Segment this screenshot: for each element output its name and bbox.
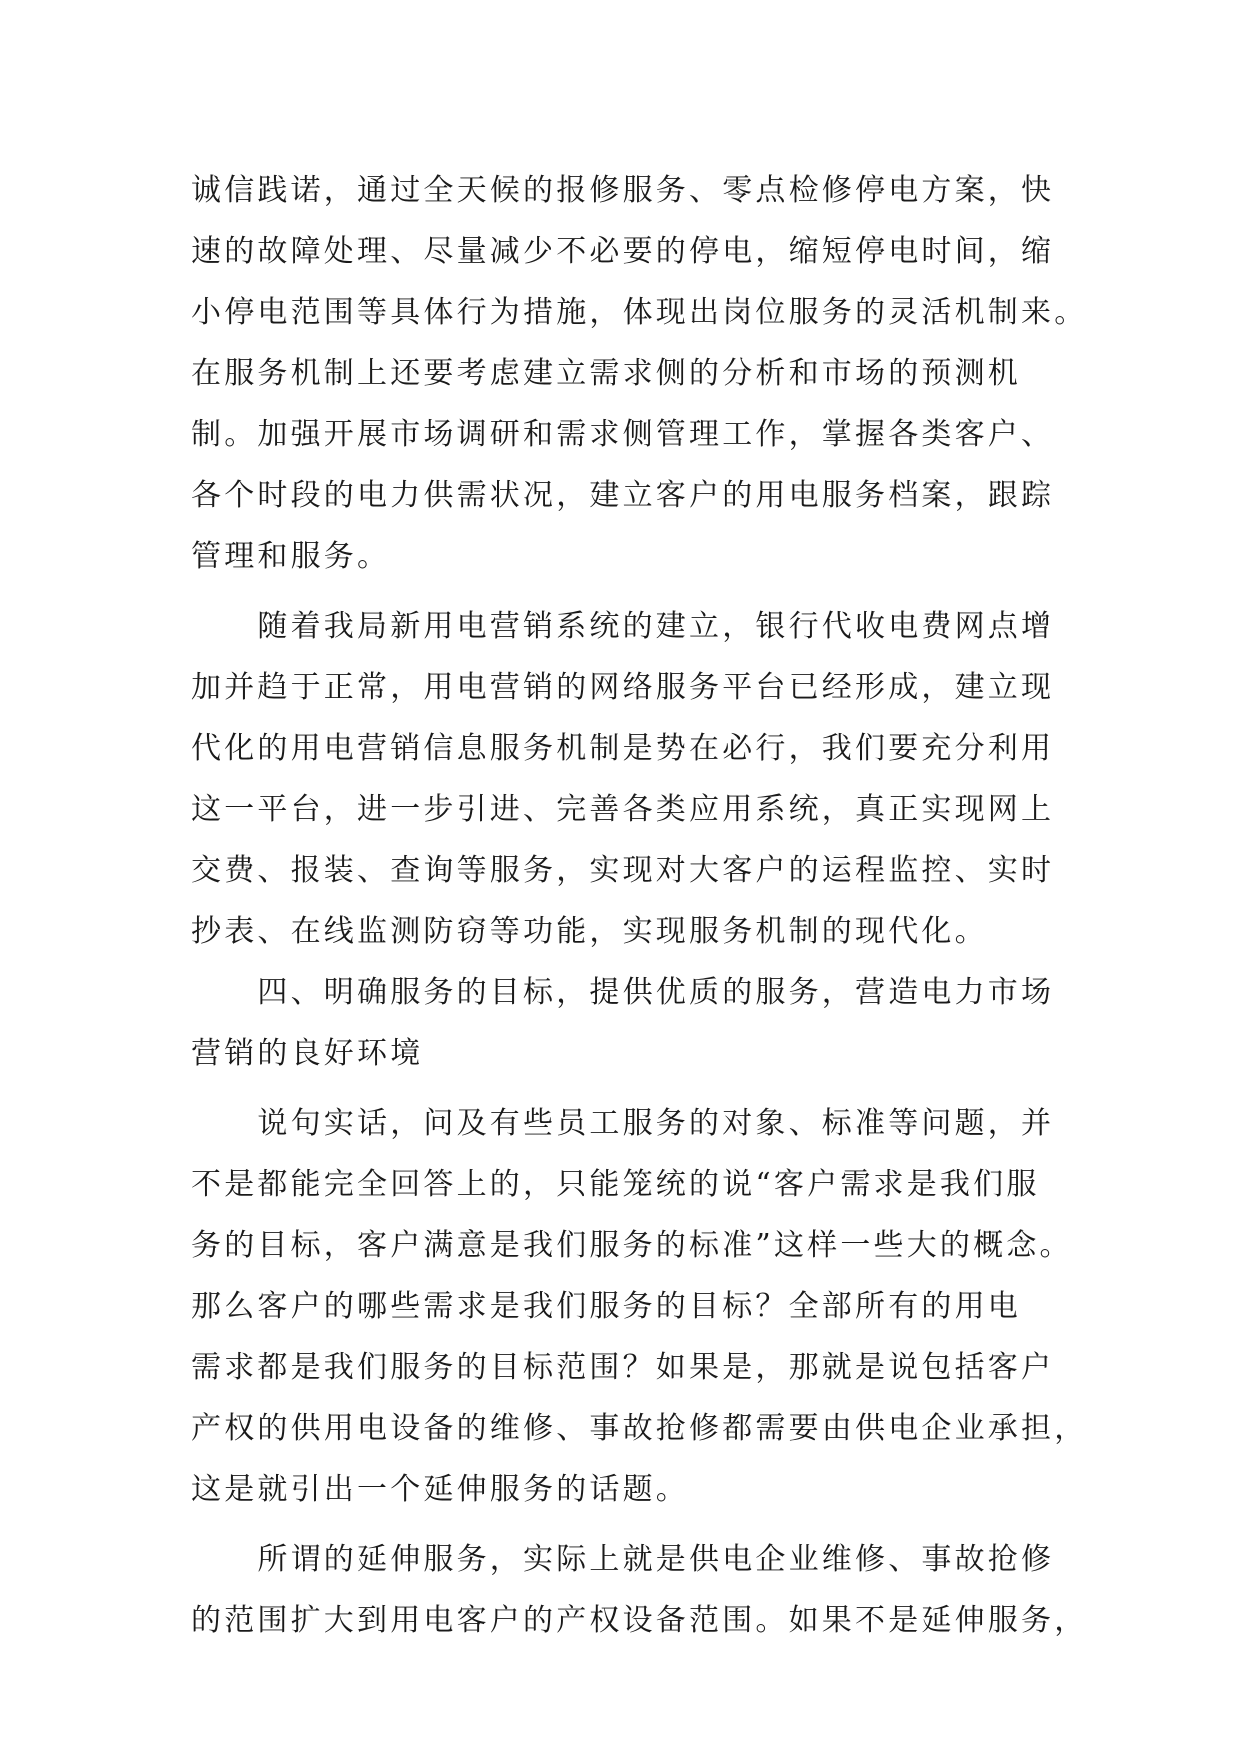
text-line: 随着我局新用电营销系统的建立，银行代收电费网点增 — [191, 609, 1055, 644]
text-line: 四、明确服务的目标，提供优质的服务，营造电力市场 — [191, 975, 1055, 1010]
document-body — [191, 160, 1091, 1651]
text-line: 不是都能完全回答上的，只能笼统的说“客户需求是我们服 — [191, 1167, 1040, 1202]
text-line: 管理和服务。 — [191, 539, 391, 574]
text-line: 加并趋于正常，用电营销的网络服务平台已经形成，建立现 — [191, 670, 1055, 705]
text-line: 各个时段的电力供需状况，建立客户的用电服务档案，跟踪 — [191, 478, 1055, 513]
text-line: 诚信践诺，通过全天候的报修服务、零点检修停电方案，快 — [191, 173, 1055, 208]
paragraph-gap — [191, 1520, 1091, 1529]
paragraph-gap — [191, 1084, 1091, 1093]
text-line: 所谓的延伸服务，实际上就是供电企业维修、事故抢修 — [191, 1542, 1055, 1577]
text-line: 在服务机制上还要考虑建立需求侧的分析和市场的预测机 — [191, 356, 1021, 391]
text-line: 这是就引出一个延伸服务的话题。 — [191, 1472, 689, 1507]
text-line: 代化的用电营销信息服务机制是势在必行，我们要充分利用 — [191, 731, 1055, 766]
paragraph-gap — [191, 587, 1091, 596]
text-line: 说句实话，问及有些员工服务的对象、标准等问题，并 — [191, 1106, 1055, 1141]
text-line: 营销的良好环境 — [191, 1036, 424, 1071]
text-line: 小停电范围等具体行为措施，体现出岗位服务的灵活机制来。 — [191, 295, 1088, 330]
text-line: 需求都是我们服务的目标范围？如果是，那就是说包括客户 — [191, 1350, 1055, 1385]
text-line: 那么客户的哪些需求是我们服务的目标？全部所有的用电 — [191, 1289, 1021, 1324]
text-line: 这一平台，进一步引进、完善各类应用系统，真正实现网上 — [191, 792, 1055, 827]
text-line: 交费、报装、查询等服务，实现对大客户的运程监控、实时 — [191, 853, 1055, 888]
text-line: 务的目标，客户满意是我们服务的标准”这样一些大的概念。 — [191, 1228, 1073, 1263]
text-line: 产权的供用电设备的维修、事故抢修都需要由供电企业承担， — [191, 1411, 1088, 1446]
text-line: 制。加强开展市场调研和需求侧管理工作，掌握各类客户、 — [191, 417, 1055, 452]
text-line: 抄表、在线监测防窃等功能，实现服务机制的现代化。 — [191, 914, 988, 949]
text-line: 速的故障处理、尽量减少不必要的停电，缩短停电时间，缩 — [191, 234, 1055, 269]
text-line: 的范围扩大到用电客户的产权设备范围。如果不是延伸服务， — [191, 1603, 1088, 1638]
